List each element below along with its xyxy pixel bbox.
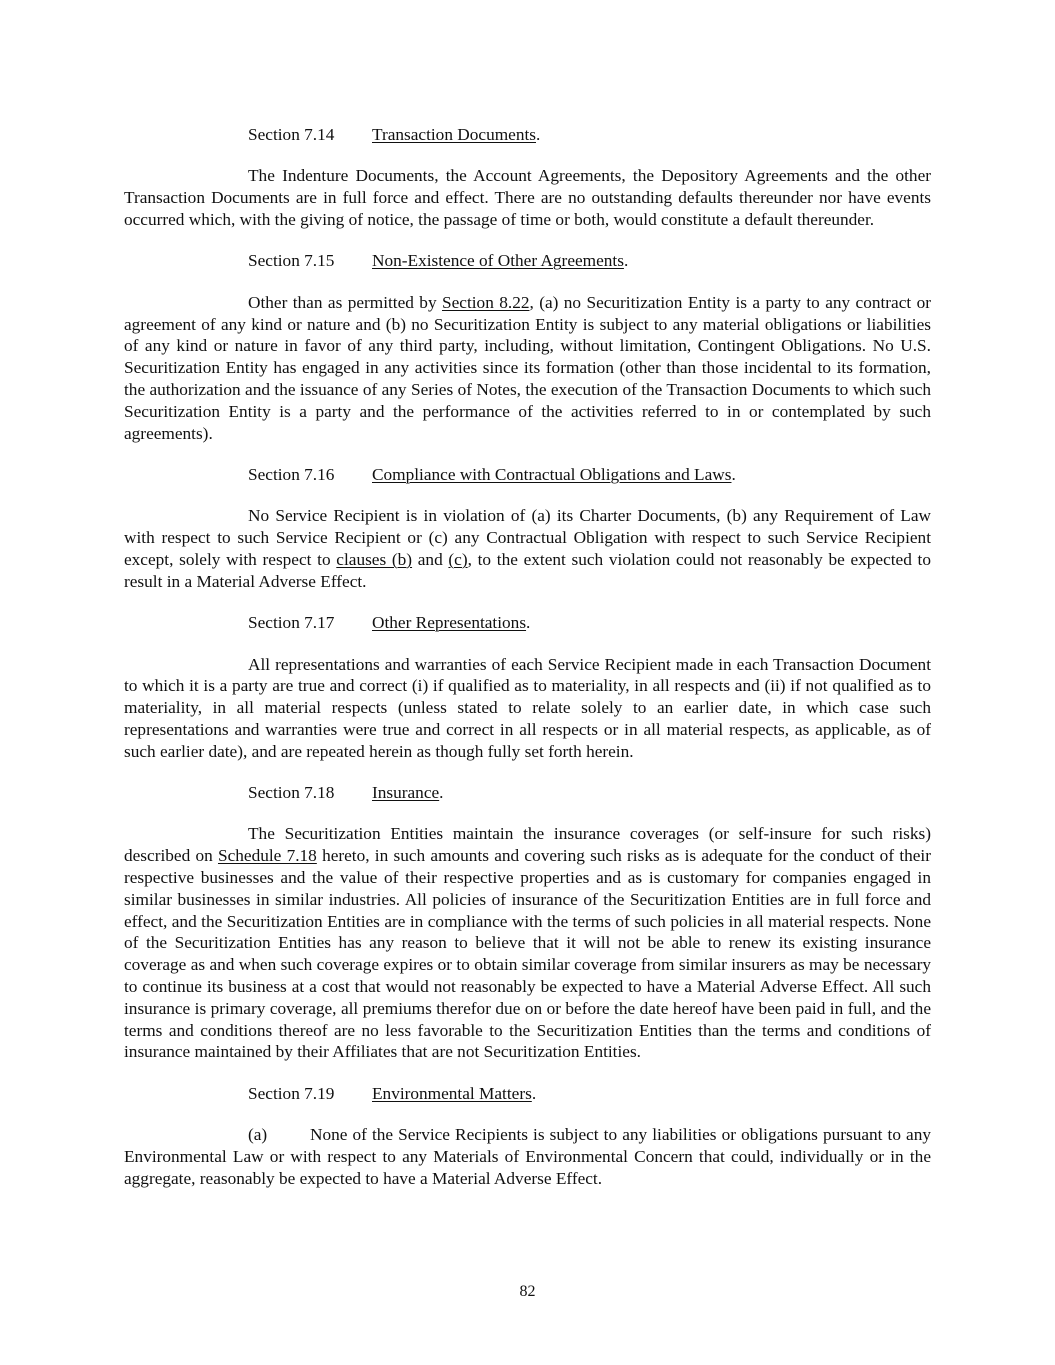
section-heading-7-14 (124, 124, 931, 146)
section-number: Section 7.15 (248, 251, 335, 271)
section-title: Environmental Matters (372, 1083, 532, 1103)
section-number: Section 7.19 (248, 1083, 335, 1103)
section-heading-7-15 (124, 250, 931, 272)
section-number: Section 7.16 (248, 464, 335, 484)
section-paragraph (124, 654, 931, 763)
paragraph-text: Other than as permitted by (248, 292, 442, 312)
heading-period: . (531, 1083, 537, 1103)
heading-period: . (439, 783, 444, 803)
paragraph-text: , to the extent such violation could not reasonably be expected to result in a Material Adverse Effect. (124, 549, 932, 591)
section-title: Transaction Documents (372, 125, 536, 144)
section-heading-7-19 (124, 1083, 931, 1105)
paragraph-text: hereto, in such amounts and covering such risks as is adequate for the conduct of their respective businesses and the value of their respective properties and as is customary for companies engaged in similar businesses in similar industries. All policies of insurance of the Securitization Entities are in full force and effect, and the Securitization Entities are in compliance with the terms of such policies in all material respects. None of the Securitization Entities has any reason to believe that it will not be able to renew its existing insurance coverage as and when such coverage expires or to obtain similar coverage from similar insurers as may be necessary to continue its business at a cost that would not reasonably be expected to have a Material Adverse Effect. All such insurance is primary coverage, all premiums therefor due on or before the date hereof have been paid in full, and the terms and conditions thereof are no less favorable to the Securitization Entities than the terms and conditions of insurance maintained by their Affiliates that are not Securitization Entities. (124, 846, 931, 1062)
heading-period: . (623, 251, 629, 271)
section-heading-7-18 (124, 782, 931, 804)
section-number: Section 7.17 (248, 613, 335, 633)
section-paragraph (124, 505, 931, 592)
paragraph-text: The Securitization Entities maintain the insurance coverages (or self-insure for such risks) described on (124, 824, 931, 866)
paragraph-text: and (412, 549, 449, 569)
section-paragraph (124, 1124, 931, 1189)
page-number: 82 (519, 1283, 536, 1300)
section-title: Compliance with Contractual Obligations and Laws (372, 464, 732, 484)
document-page (124, 124, 931, 1209)
cross-reference: Section 8.22 (442, 292, 530, 312)
section-title: Non-Existence of Other Agreements (372, 251, 624, 271)
section-paragraph (124, 823, 931, 1063)
paragraph-text: No Service Recipient is in violation of (a) its Charter Documents, (b) any Requirement of Law with respect to such Service Recipient or (c) any Contractual Obligation with respect to such Service Recipient except, solely with respect to (124, 506, 931, 569)
section-number: Section 7.18 (248, 783, 335, 803)
heading-period: . (526, 613, 531, 633)
paragraph-text: , (a) no Securitization Entity is a party to any contract or agreement of any kind or nature and (b) no Securitization Entity is subject to any material obligations or liabilities of any kind or nature in favor of any third party, including, without limitation, Contingent Obligations. No U.S. Securitization Entity has engaged in any activities since its formation (other than those incidental to its formation, the authorization and the issuance of any Series of Notes, the execution of the Transaction Documents to which such Securitization Entity is a party and the performance of the activities referred to in or contemplated by such agreements). (124, 292, 931, 443)
heading-period: . (536, 125, 541, 144)
cross-reference: Schedule 7.18 (217, 846, 317, 866)
paragraph-text: None of the Service Recipients is subject to any liabilities or obligations pursuant to any Environmental Law or with respect to any Materials of Environmental Concern that could, individually or in the aggregate, reasonably be expected to have a Material Adverse Effect. (124, 1125, 931, 1188)
paragraph-text: The Indenture Documents, the Account Agreements, the Depository Agreements and the other Transaction Documents are in full force and effect. There are no outstanding defaults thereunder nor have events occurred which, with the giving of notice, the passage of time or both, would constitute a default thereunder. (124, 166, 931, 229)
cross-reference: clauses (b) (336, 549, 413, 569)
section-heading-7-16 (124, 464, 931, 486)
cross-reference: (c) (448, 549, 468, 569)
section-paragraph (124, 165, 931, 230)
section-title: Insurance (372, 783, 440, 803)
paragraph-text: All representations and warranties of each Service Recipient made in each Transaction Document to which it is a party are true and correct (i) if qualified as to materiality, in all respects and (ii) if not qualified as to materiality, in all material respects (unless stated to relate solely to an earlier date, in which case such representations and warranties were true and correct in all respects or in all material respects, as applicable, as of such earlier date), and are repeated herein as though fully set forth herein. (124, 654, 931, 761)
section-heading-7-17 (124, 612, 931, 634)
section-paragraph (124, 292, 931, 445)
section-title: Other Representations (372, 613, 527, 633)
heading-period: . (731, 464, 736, 484)
clause-label: (a) (248, 1125, 268, 1145)
section-number: Section 7.14 (248, 125, 335, 144)
